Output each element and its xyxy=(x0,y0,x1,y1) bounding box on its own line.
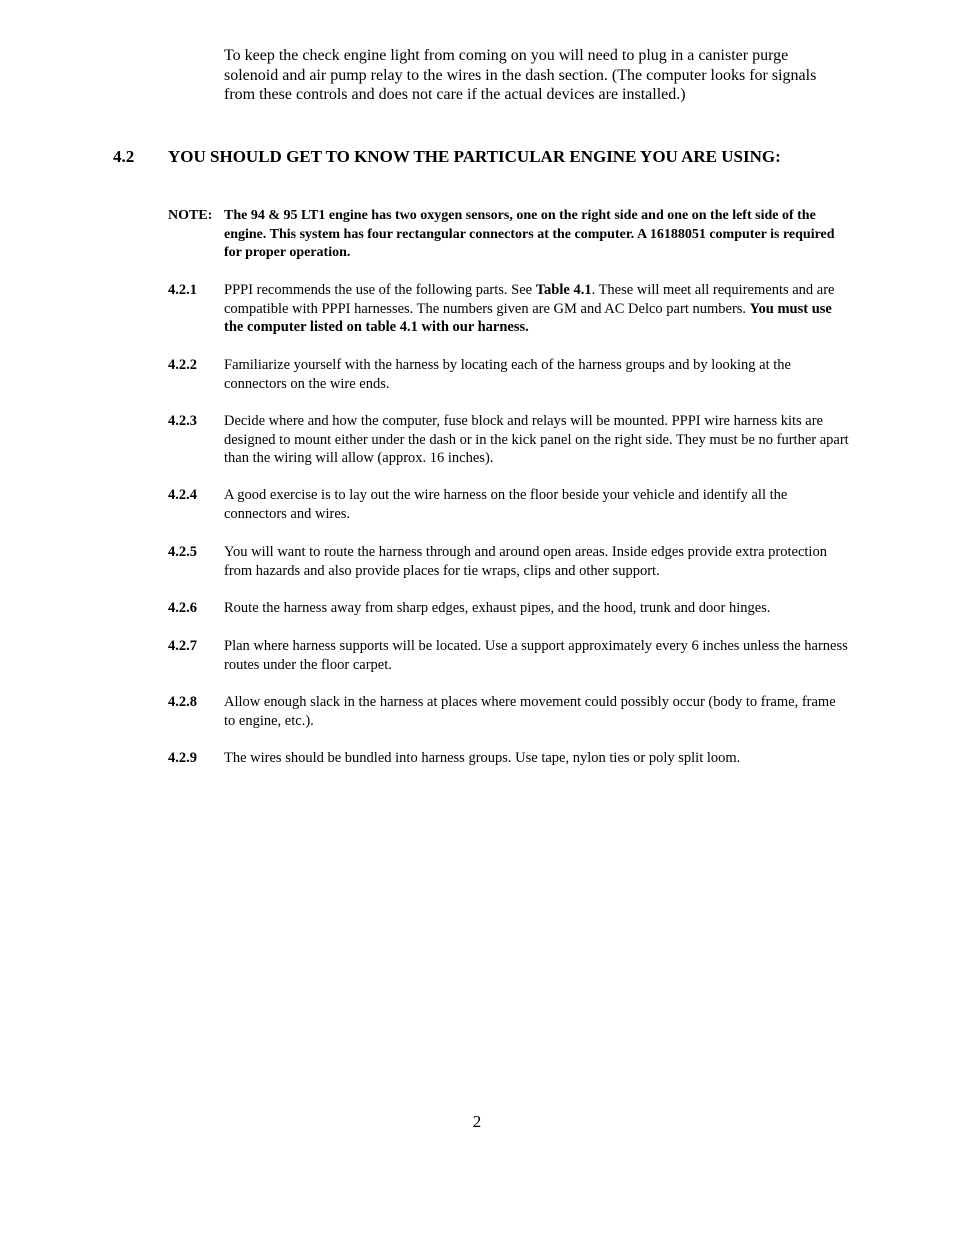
item-text: The wires should be bundled into harness groups. Use tape, nylon ties or poly split loom. xyxy=(224,750,741,766)
item-number: 4.2.8 xyxy=(168,694,197,710)
section-number: 4.2 xyxy=(113,147,135,166)
item-text-part: PPPI recommends the use of the following parts. See xyxy=(224,282,536,298)
item-number: 4.2.9 xyxy=(168,750,197,766)
item-number: 4.2.4 xyxy=(168,487,197,503)
item-text: Familiarize yourself with the harness by locating each of the harness groups and by looking at the connectors on the wire ends. xyxy=(224,357,791,392)
item-text: Allow enough slack in the harness at places where movement could possibly occur (body to frame, frame to engine, etc.). xyxy=(224,694,836,729)
item-number: 4.2.3 xyxy=(168,413,197,429)
item-number: 4.2.7 xyxy=(168,638,197,654)
page-number: 2 xyxy=(472,1112,482,1131)
item-text: Route the harness away from sharp edges, exhaust pipes, and the hood, trunk and door hinges. xyxy=(224,600,771,616)
item-number: 4.2.2 xyxy=(168,357,197,373)
item-number: 4.2.6 xyxy=(168,600,197,616)
section-title: YOU SHOULD GET TO KNOW THE PARTICULAR ENGINE YOU ARE USING: xyxy=(168,147,781,166)
item-text: Plan where harness supports will be located. Use a support approximately every 6 inches unless the harness routes under the floor carpet. xyxy=(224,638,848,673)
intro-paragraph: To keep the check engine light from coming on you will need to plug in a canister purge solenoid and air pump relay to the wires in the dash section. (The computer looks for signals from these controls and does not care if the actual devices are installed.) xyxy=(224,47,817,103)
item-number: 4.2.1 xyxy=(168,282,197,298)
item-text: You will want to route the harness through and around open areas. Inside edges provide extra protection from hazards and also provide places for tie wraps, clips and other support. xyxy=(224,544,827,579)
item-text: Decide where and how the computer, fuse block and relays will be mounted. PPPI wire harness kits are designed to mount either under the dash or in the kick panel on the right side. They must be no further apart than the wiring will allow (approx. 16 inches). xyxy=(224,413,849,466)
note-label: NOTE: xyxy=(168,208,213,223)
item-text xyxy=(224,281,849,337)
note-text: The 94 & 95 LT1 engine has two oxygen sensors, one on the right side and one on the left side of the engine. This system has four rectangular connectors at the computer. A 16188051 computer is required for proper operation. xyxy=(224,208,835,260)
item-number: 4.2.5 xyxy=(168,544,197,560)
item-text: A good exercise is to lay out the wire harness on the floor beside your vehicle and identify all the connectors and wires. xyxy=(224,487,788,522)
table-reference: Table 4.1 xyxy=(535,282,592,298)
computer-requirement: You must use the computer listed on table 4.1 with our harness. xyxy=(224,300,832,335)
item-text-part: . These will meet all requirements and are compatible with PPPI harnesses. The numbers given are GM and AC Delco part numbers. xyxy=(224,282,835,317)
